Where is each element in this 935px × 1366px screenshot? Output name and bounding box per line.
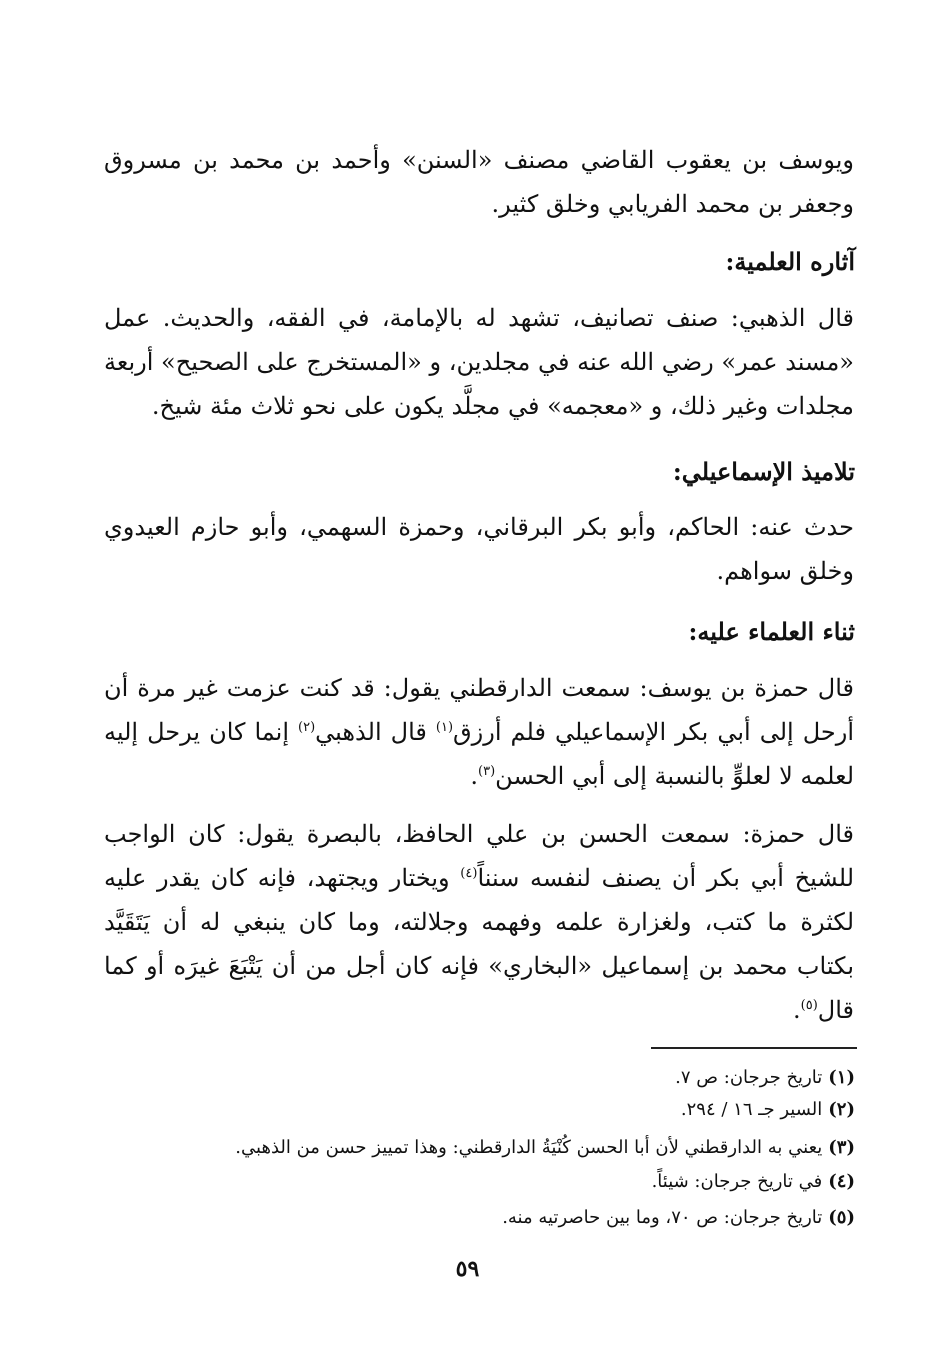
footnote-5 (75, 1204, 855, 1232)
heading-scholars-praise: ثناء العلماء عليه: (688, 617, 855, 646)
paragraph-text: ويوسف بن يعقوب القاضي مصنف «السنن» وأحمد بن محمد بن مسروق وجعفر بن محمد الفريابي وخلق كثير. (104, 146, 855, 218)
paragraph-hamza-hasan (104, 812, 854, 1032)
footnote-4 (75, 1168, 855, 1196)
footnote-ref-2[interactable]: (٢) (298, 720, 316, 735)
footnote-ref-3[interactable]: (٣) (478, 764, 496, 779)
paragraph-text: قال حمزة بن يوسف: سمعت الدارقطني يقول: قد كنت عزمت غير مرة أن أرحل إلى أبي بكر الإسماعيلي فلم أرزق (104, 674, 854, 746)
footnote-1 (75, 1064, 855, 1092)
paragraph-text: قال حمزة: سمعت الحسن بن علي الحافظ، بالبصرة يقول: كان الواجب للشيخ أبي بكر أن يصنف لنفسه سنناً (104, 820, 855, 892)
footnote-text: تاريخ جرجان: ص ٧. (675, 1067, 823, 1088)
paragraph-text: قال الذهبي (315, 718, 436, 746)
paragraph-text: . (792, 996, 801, 1024)
footnote-text: في تاريخ جرجان: شيئاً. (651, 1171, 823, 1192)
paragraph-text: . (470, 762, 479, 790)
footnote-number: (٣) (828, 1137, 855, 1158)
footnote-text: السير جـ ١٦ / ٢٩٤. (680, 1099, 823, 1120)
footnote-number: (١) (828, 1067, 855, 1088)
footnote-3 (75, 1134, 855, 1162)
paragraph-text: حدث عنه: الحاكم، وأبو بكر البرقاني، وحمزة السهمي، وأبو حازم العيدوي وخلق سواهم. (104, 513, 854, 585)
heading-scholarly-works: آثاره العلمية: (725, 247, 855, 276)
heading-students: تلاميذ الإسماعيلي: (672, 457, 855, 486)
footnote-text: تاريخ جرجان: ص ٧٠، وما بين حاصرتيه منه. (502, 1207, 823, 1228)
footnote-ref-1[interactable]: (١) (435, 720, 454, 735)
footnote-ref-5[interactable]: (٥) (800, 998, 818, 1013)
footnote-ref-4[interactable]: (٤) (460, 866, 478, 881)
paragraph-works (104, 296, 854, 428)
page-number: ٥٩ (455, 1256, 480, 1282)
paragraph-text: ويختار ويجتهد، فإنه كان يقدر عليه لكثرة ما كتب، ولغزارة علمه وفهمه وجلالته، وما كان ينبغي له أن يَتَقَيَّد بكتاب محمد بن إسماعيل «البخاري» فإنه كان أجل من أن يَتْبَعَ غيرَه أو كما قال (104, 864, 854, 1024)
paragraph-students-of-teachers (104, 138, 854, 226)
footnote-number: (٢) (828, 1099, 855, 1120)
paragraph-students (104, 505, 854, 593)
paragraph-text: إنما كان يرحل إليه لعلمه لا لعلوٍّ بالنسبة إلى أبي الحسن (104, 718, 854, 790)
footnote-number: (٤) (828, 1171, 855, 1192)
footnote-divider (651, 1047, 857, 1049)
footnote-text: يعني به الدارقطني لأن أبا الحسن كُنْيَةُ الدارقطني: وهذا تمييز حسن من الذهبي. (235, 1137, 823, 1158)
paragraph-text: قال الذهبي: صنف تصانيف، تشهد له بالإمامة، في الفقه، والحديث. عمل «مسند عمر» رضي الله عنه في مجلدين، و «المستخرج على الصحيح» أربعة مجلدات وغير ذلك، و «معجمه» في مجلَّد يكون على نحو ثلاث مئة شيخ. (104, 304, 854, 420)
footnote-2 (75, 1096, 855, 1124)
paragraph-hamza-ibn-yusuf (104, 666, 854, 798)
footnote-number: (٥) (828, 1207, 855, 1228)
